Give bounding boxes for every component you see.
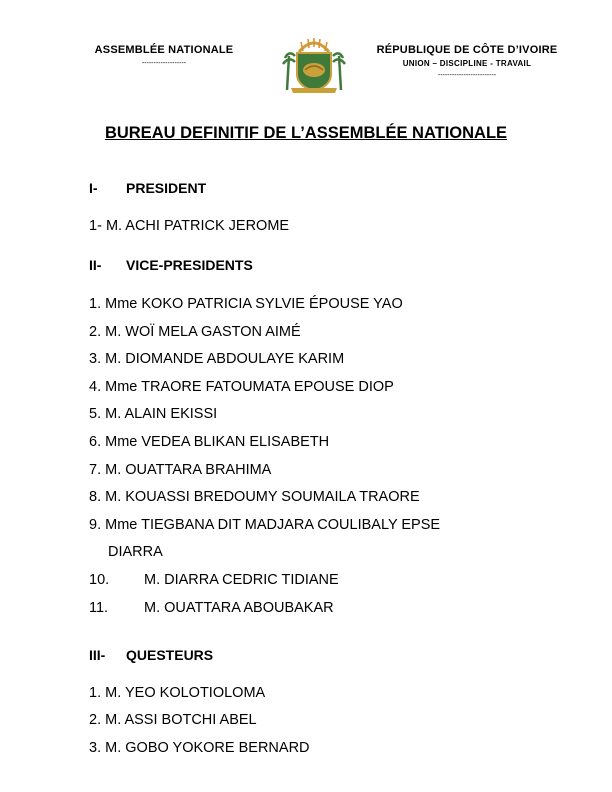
assembly-name: ASSEMBLÉE NATIONALE xyxy=(94,44,234,56)
item-number: 9. xyxy=(89,517,102,533)
list-item xyxy=(89,572,339,588)
document-title: BUREAU DEFINITIF DE L’ASSEMBLÉE NATIONALE xyxy=(104,124,508,142)
section-title: PRESIDENT xyxy=(126,180,207,196)
list-item xyxy=(89,685,265,701)
section-heading-president xyxy=(89,180,206,196)
coat-of-arms-emblem xyxy=(281,36,347,94)
section-title: VICE-PRESIDENTS xyxy=(126,257,253,273)
item-name: M. ACHI PATRICK JEROME xyxy=(105,218,290,234)
item-name: Mme VEDEA BLIKAN ELISABETH xyxy=(105,434,330,450)
item-name: M. DIOMANDE ABDOULAYE KARIM xyxy=(105,351,345,367)
item-number: 4. xyxy=(89,379,102,395)
list-item xyxy=(89,600,334,616)
item-name: M. ALAIN EKISSI xyxy=(105,406,218,422)
section-heading-questeurs xyxy=(89,647,213,663)
item-name: M. YEO KOLOTIOLOMA xyxy=(105,685,266,701)
item-number: 2. xyxy=(89,712,102,728)
list-item-continuation: DIARRA xyxy=(108,544,163,560)
item-number: 3. xyxy=(89,740,102,756)
section-number: II- xyxy=(89,257,102,273)
item-name: M. OUATTARA BRAHIMA xyxy=(105,462,272,478)
list-item xyxy=(89,462,271,478)
item-name: M. DIARRA CEDRIC TIDIANE xyxy=(144,572,339,588)
list-item xyxy=(89,379,394,395)
section-number: III- xyxy=(89,647,106,663)
item-number: 3. xyxy=(89,351,102,367)
item-name: M. KOUASSI BREDOUMY SOUMAILA TRAORE xyxy=(105,489,420,505)
item-number: 1- xyxy=(89,218,102,234)
republic-name: RÉPUBLIQUE DE CÔTE D’IVOIRE xyxy=(376,44,558,56)
item-number: 6. xyxy=(89,434,102,450)
list-item xyxy=(89,351,344,367)
item-number: 2. xyxy=(89,324,102,340)
list-item xyxy=(89,489,420,505)
item-number: 7. xyxy=(89,462,102,478)
section-number: I- xyxy=(89,180,98,196)
list-item xyxy=(89,712,257,728)
item-name: M. ASSI BOTCHI ABEL xyxy=(105,712,257,728)
item-number: 10. xyxy=(89,572,110,588)
item-name: Mme KOKO PATRICIA SYLVIE ÉPOUSE YAO xyxy=(105,296,403,312)
item-name: M. OUATTARA ABOUBAKAR xyxy=(144,600,334,616)
list-item xyxy=(89,434,329,450)
item-name: M. GOBO YOKORE BERNARD xyxy=(105,740,310,756)
list-item xyxy=(89,218,289,234)
item-number: 1. xyxy=(89,296,102,312)
item-number: 11. xyxy=(89,600,109,616)
section-title: QUESTEURS xyxy=(126,647,214,663)
item-name: Mme TRAORE FATOUMATA EPOUSE DIOP xyxy=(105,379,394,395)
national-motto: UNION – DISCIPLINE - TRAVAIL xyxy=(402,59,532,68)
header-right xyxy=(362,44,572,79)
item-number: 5. xyxy=(89,406,102,422)
header-left xyxy=(80,44,248,67)
list-item xyxy=(89,517,440,533)
header-left-rule: ------------------- xyxy=(141,60,187,67)
list-item xyxy=(89,296,403,312)
item-number: 8. xyxy=(89,489,102,505)
item-name: Mme TIEGBANA DIT MADJARA COULIBALY EPSE xyxy=(105,517,441,533)
header-right-rule: ------------------------- xyxy=(437,72,497,79)
list-item xyxy=(89,406,217,422)
list-item xyxy=(89,740,310,756)
item-number: 1. xyxy=(89,685,102,701)
section-heading-vice-presidents xyxy=(89,257,253,273)
item-name: M. WOÏ MELA GASTON AIMÉ xyxy=(105,324,301,340)
list-item xyxy=(89,324,301,340)
